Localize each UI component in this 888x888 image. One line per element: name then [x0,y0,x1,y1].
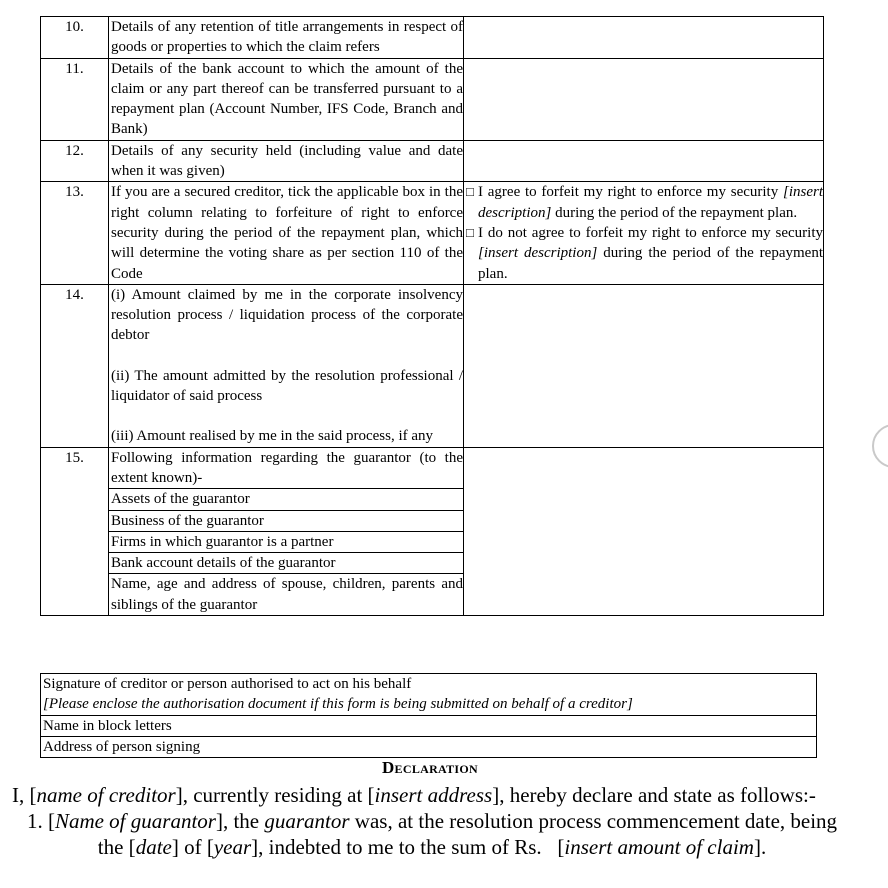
row-number: 12. [41,140,109,182]
row-description: If you are a secured creditor, tick the applicable box in the right column relating to forfeiture of right to enforce security during the period of the repayment plan, which will determine the voting share as per section 110 of the Code [109,182,464,284]
declaration-paragraph: 1. [Name of guarantor], the guarantor was, at the resolution process commencement date, being the [date] of [year], indebted to me to the sum of Rs. [insert amount of claim]. [26,809,838,859]
row-description: Details of any retention of title arrangements in respect of goods or properties to which the claim refers [109,17,464,59]
amount-realised-text: (iii) Amount realised by me in the said process, if any [111,428,434,445]
option-text-end: during the period of the repayment plan. [551,204,798,221]
row-number: 15. [41,447,109,615]
amount-admitted-text: (ii) The amount admitted by the resolution professional / liquidator of said process [111,367,463,405]
guarantor-item: Name, age and address of spouse, children, parents and siblings of the guarantor [109,574,463,615]
row-description: Details of any security held (including value and date when it was given) [109,140,464,182]
guarantor-intro: Following information regarding the guarantor (to the extent known)- [111,449,463,486]
option-placeholder: [insert description] [478,245,598,262]
row-description: Details of the bank account to which the amount of the claim or any part thereof can be transferred pursuant to a repayment plan (Account Number, IFS Code, Branch and Bank) [109,58,464,140]
response-cell [464,182,824,284]
row-number: 11. [41,58,109,140]
declaration-statement: I, [name of creditor], currently residing at [insert address], hereby declare and state as follows:- [12,783,816,807]
table-row [41,447,824,615]
forfeit-agree-option[interactable] [466,182,823,223]
scroll-handle-icon[interactable] [872,424,888,468]
declaration-heading: Declaration [381,758,479,777]
guarantor-item: Firms in which guarantor is a partner [109,531,463,552]
row-description [109,284,464,447]
option-text-end: during the period of the repayment plan. [478,245,823,282]
row-number: 14. [41,284,109,447]
guarantor-info-list [109,448,463,615]
table-row [41,182,824,284]
option-text: I agree to forfeit my right to enforce my security [478,184,783,201]
response-cell[interactable] [464,284,824,447]
response-cell[interactable] [464,58,824,140]
forfeit-disagree-option[interactable] [466,223,823,284]
authorisation-note: [Please enclose the authorisation document if this form is being submitted on behalf of a creditor] [43,696,633,713]
signature-line: Signature of creditor or person authorised to act on his behalf [Please enclose the authorisation document if this form is being submitted on behalf of a creditor] [41,674,817,716]
amount-claimed-text: (i) Amount claimed by me in the corporate insolvency resolution process / liquidation process of the corporate debtor [111,286,463,344]
response-cell[interactable] [464,447,824,615]
row-number: 10. [41,17,109,59]
response-cell[interactable] [464,140,824,182]
guarantor-item: Business of the guarantor [109,510,463,531]
table-row [41,17,824,59]
checkbox-icon[interactable]: □ [466,184,474,200]
claim-details-table [40,16,824,616]
table-row [41,284,824,447]
table-row [41,140,824,182]
response-cell[interactable] [464,17,824,59]
checkbox-icon[interactable]: □ [466,224,474,240]
option-text: I do not agree to forfeit my right to enforce my security [478,224,823,241]
guarantor-info [109,447,464,615]
row-number: 13. [41,182,109,284]
guarantor-item: Assets of the guarantor [109,489,463,510]
table-row [41,58,824,140]
address-of-signer[interactable]: Address of person signing [41,736,817,757]
signature-table [40,673,817,758]
guarantor-item: Bank account details of the guarantor [109,553,463,574]
option-placeholder: [insert description] [478,184,823,221]
name-block-letters[interactable]: Name in block letters [41,715,817,736]
